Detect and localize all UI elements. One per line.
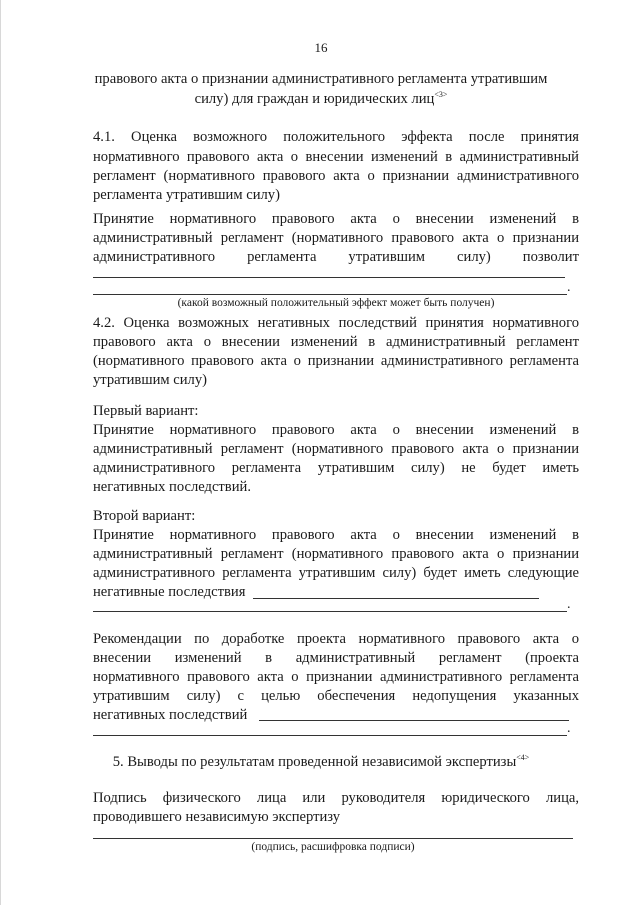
- section-5-title-text: 5. Выводы по результатам проведенной независимой экспертизы: [112, 754, 517, 770]
- variant-2-line-2: административный регламент (нормативного правового акта о признании: [93, 546, 579, 562]
- variant-1-line-3: административного регламента утратившим силу) не будет иметь: [93, 460, 579, 476]
- variant-1-label: Первый вариант:: [93, 403, 199, 419]
- blank-line: [259, 720, 569, 721]
- footnote-ref-3: <3>: [434, 90, 448, 100]
- signature-line-1: Подпись физического лица или руководителя юридического лица,: [93, 790, 579, 806]
- section-4-1-body-line-3: административного регламента утратившим силу) позволит: [93, 249, 579, 265]
- variant-2-line-3: административного регламента утратившим силу) будет иметь следующие: [93, 565, 579, 581]
- period: .: [567, 597, 571, 612]
- variant-2-line-1: Принятие нормативного правового акта о внесении изменений в: [93, 527, 579, 543]
- caption-signature: (подпись, расшифровка подписи): [251, 841, 415, 853]
- heading-line-2: [1, 90, 640, 110]
- section-4-1-title-line-3: регламент (нормативного правового акта о признании административного: [93, 168, 579, 184]
- section-4-1-body-line-2: административный регламент (нормативного правового акта о признании: [93, 230, 579, 246]
- signature-line-2: проводившего независимую экспертизу: [93, 809, 341, 825]
- section-5-title: [1, 753, 640, 773]
- blank-line: [93, 611, 567, 612]
- recommendations-line-5: негативных последствий: [93, 707, 248, 723]
- footnote-ref-4: <4>: [516, 753, 530, 763]
- recommendations-line-3: нормативного правового акта о признании административного регламента: [93, 669, 579, 685]
- blank-line: [93, 277, 565, 278]
- recommendations-line-2: внесении изменений в административный регламент (проекта: [93, 650, 579, 666]
- section-4-1-body-line-1: Принятие нормативного правового акта о внесении изменений в: [93, 211, 579, 227]
- period: .: [567, 721, 571, 736]
- variant-1-line-1: Принятие нормативного правового акта о внесении изменений в: [93, 422, 579, 438]
- blank-line: [93, 735, 567, 736]
- blank-line: [253, 598, 539, 599]
- section-4-2-title-line-1: 4.2. Оценка возможных негативных последствий принятия нормативного: [93, 315, 579, 331]
- variant-2-line-4: негативные последствия: [93, 584, 246, 600]
- caption-positive-effect: (какой возможный положительный эффект может быть получен): [177, 297, 495, 309]
- section-4-2-title-line-4: утратившим силу): [93, 372, 207, 388]
- blank-line: [93, 294, 567, 295]
- section-4-1-title-line-2: нормативного правового акта о внесении изменений в административный: [93, 149, 579, 165]
- variant-1-line-4: негативных последствий.: [93, 479, 251, 495]
- recommendations-line-4: утратившим силу) с целью обеспечения недопущения указанных: [93, 688, 579, 704]
- recommendations-line-1: Рекомендации по доработке проекта нормативного правового акта о: [93, 631, 579, 647]
- section-4-1-title-line-4: регламента утратившим силу): [93, 187, 280, 203]
- section-4-2-title-line-2: правового акта о внесении изменений в административный регламент: [93, 334, 579, 350]
- variant-2-label: Второй вариант:: [93, 508, 196, 524]
- period: .: [567, 280, 571, 295]
- section-4-2-title-line-3: (нормативного правового акта о признании административного регламента: [93, 353, 579, 369]
- section-4-1-title-line-1: 4.1. Оценка возможного положительного эффекта после принятия: [93, 129, 579, 145]
- variant-1-line-2: административный регламент (нормативного правового акта о признании: [93, 441, 579, 457]
- signature-blank-line: [93, 838, 573, 839]
- heading-line-2-text: силу) для граждан и юридических лиц: [194, 91, 435, 107]
- heading-line-1: правового акта о признании административного регламента утратившим: [94, 71, 548, 87]
- page-number: 16: [314, 40, 328, 55]
